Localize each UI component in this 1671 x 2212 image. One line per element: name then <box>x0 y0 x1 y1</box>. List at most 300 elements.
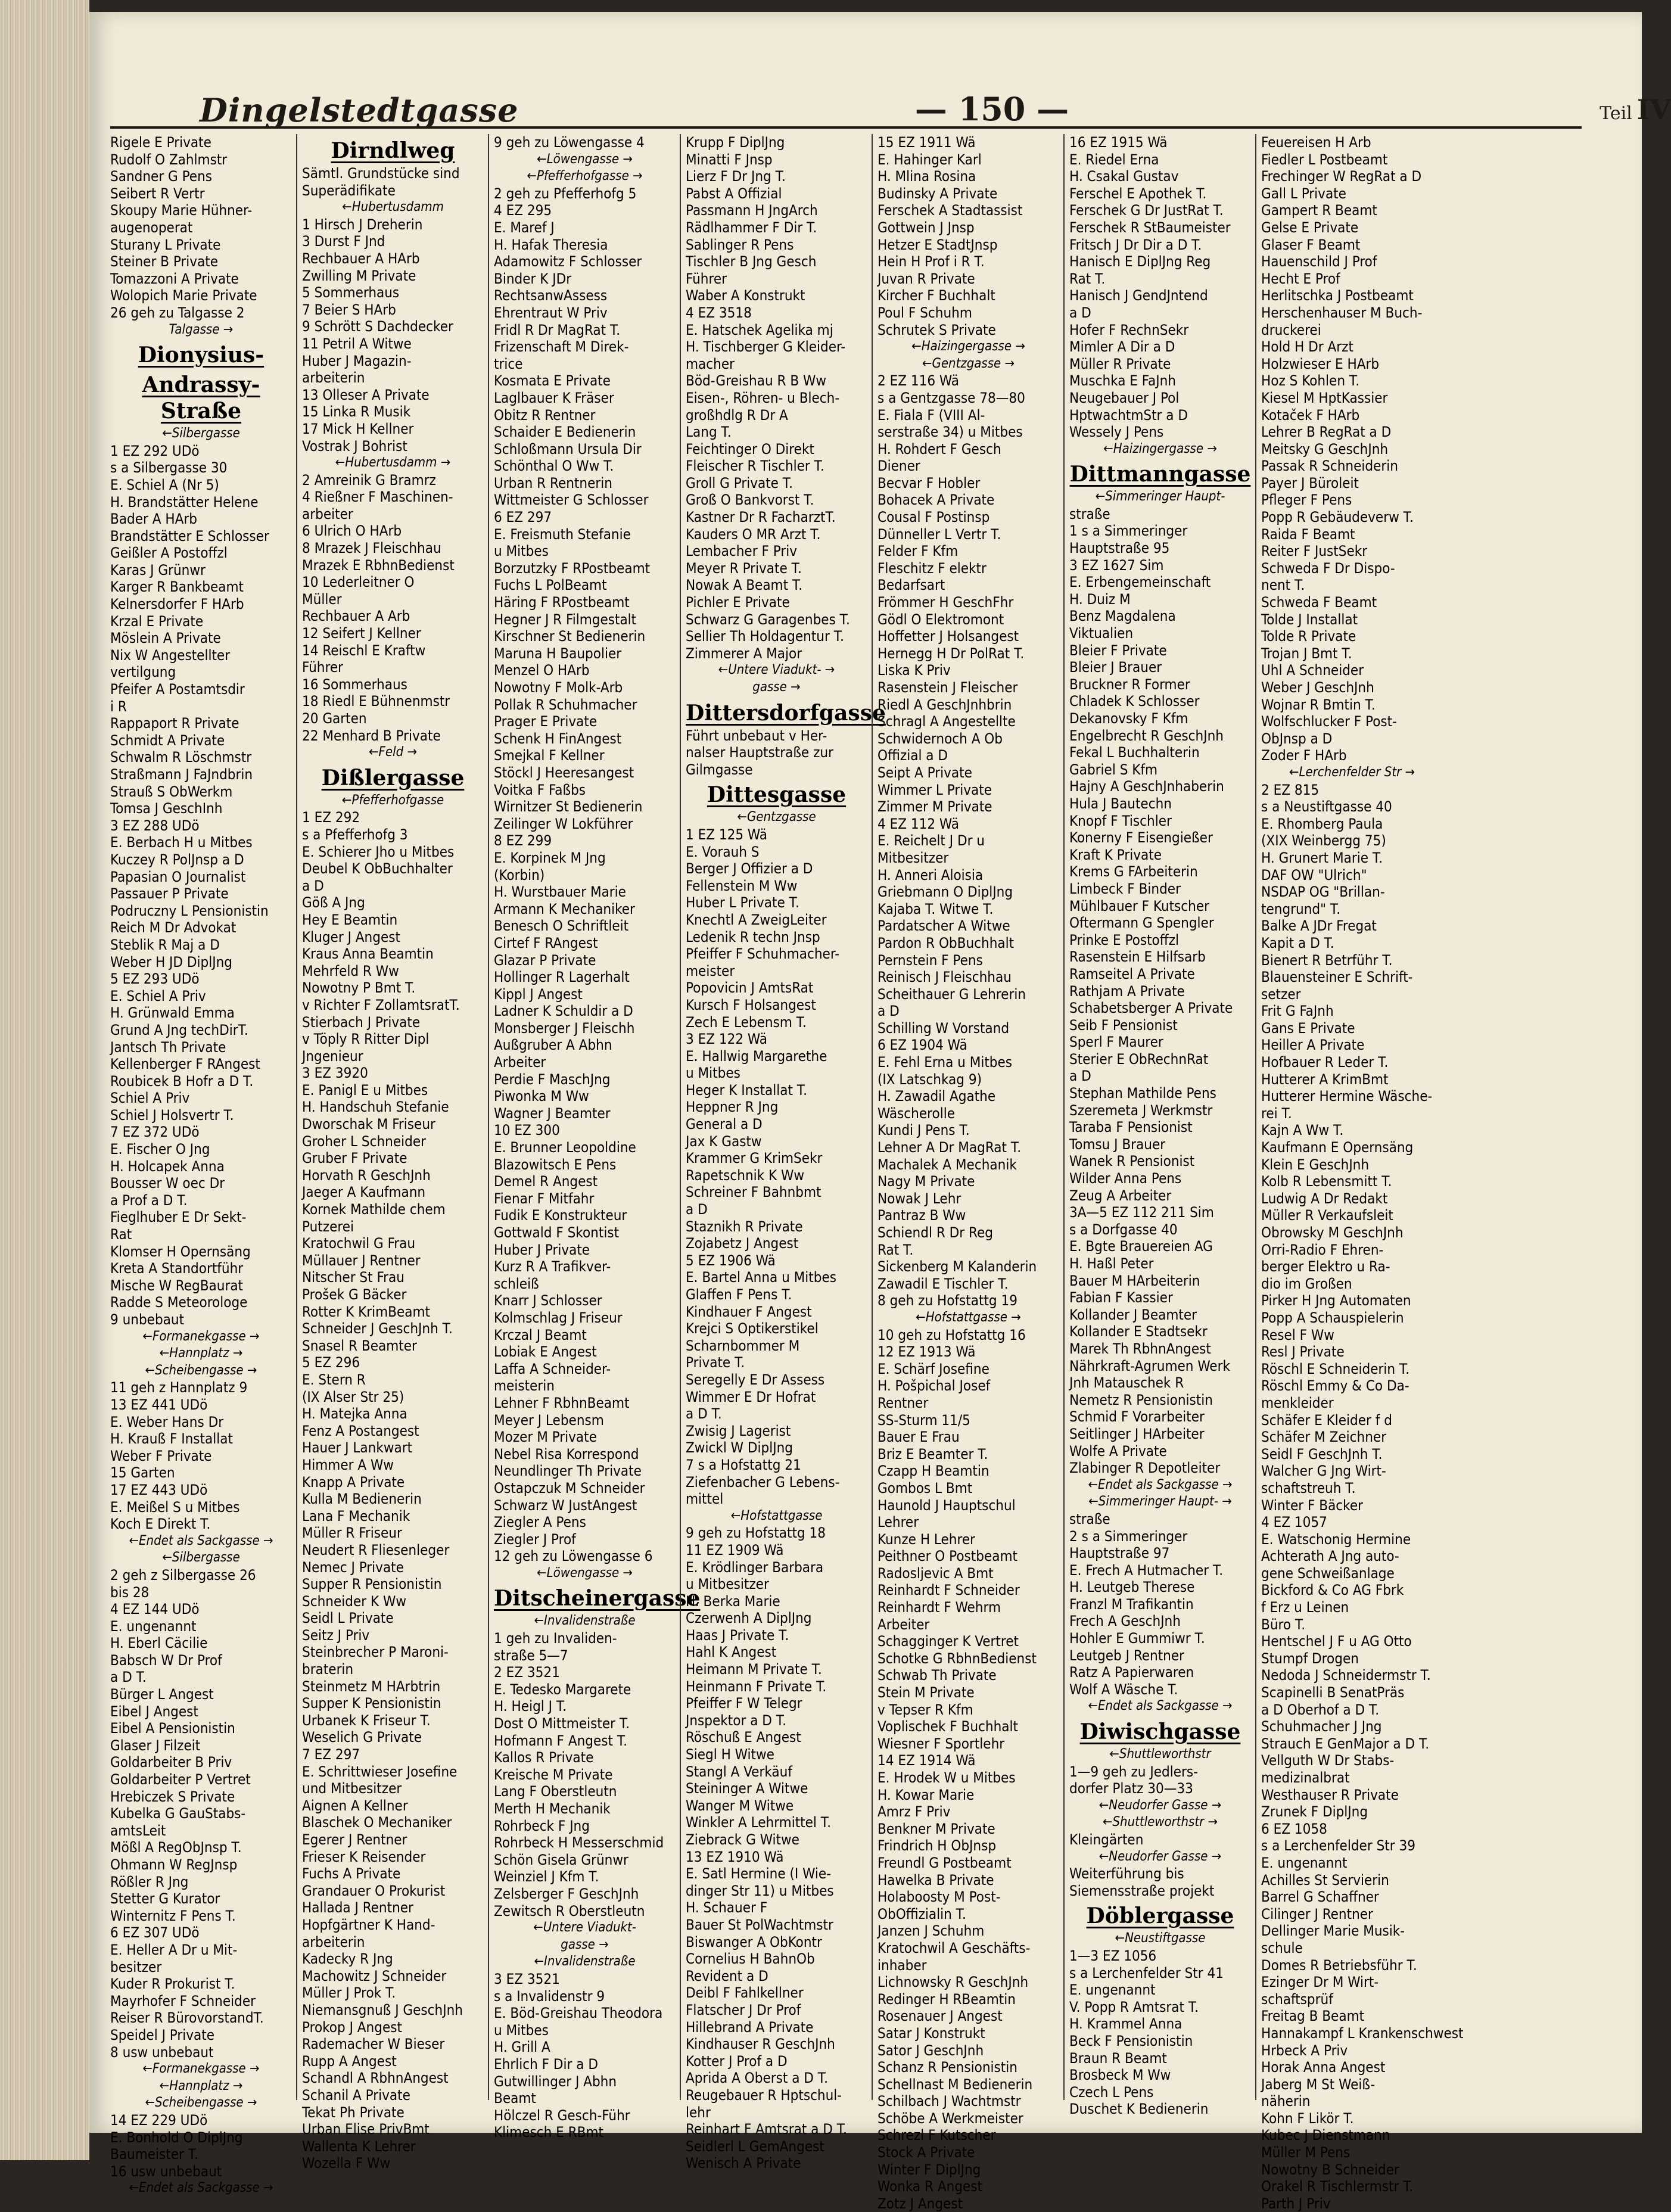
resident-entry: s a Lerchenfelder Str 39 <box>1261 1837 1415 1855</box>
resident-entry: Fleischer R Tischler T. <box>686 458 824 475</box>
resident-entry: Bleier F Private <box>1069 642 1167 659</box>
resident-entry: Hula J Bautechn <box>1069 795 1172 812</box>
resident-entry: Frit G FaJnh <box>1261 1003 1334 1020</box>
resident-entry: Reinhardt F Wehrm <box>877 1599 1001 1616</box>
resident-entry: Pardatscher A Witwe <box>877 917 1010 935</box>
resident-entry: E. Erbengemeinschaft <box>1069 574 1211 591</box>
resident-entry: Feuereisen H Arb <box>1261 134 1371 151</box>
resident-entry: setzer <box>1261 985 1301 1003</box>
resident-entry: H. Kowar Marie <box>877 1786 975 1803</box>
resident-entry: Rasenstein E Hilfsarb <box>1069 948 1206 966</box>
resident-entry: Pfeiffer F W Telegr <box>686 1695 802 1712</box>
resident-entry: Nix W Angestellter <box>110 646 231 664</box>
resident-entry: 4 Rießner F Maschinen- <box>302 489 453 506</box>
resident-entry: Kallos R Private <box>494 1749 594 1766</box>
resident-entry: Franzl M Trafikantin <box>1069 1595 1194 1613</box>
resident-entry: 1 s a Simmeringer <box>1069 522 1188 540</box>
resident-entry: Schwarz G Garagenbes T. <box>686 611 850 628</box>
resident-entry: Scharnbommer M <box>686 1337 800 1354</box>
resident-entry: Baumeister T. <box>110 2146 198 2163</box>
cross-street-marker: gasse → <box>494 1937 676 1954</box>
resident-entry: Führt unbebaut v Her- <box>686 727 827 744</box>
resident-entry: Pfeifer A Postamtsdir <box>110 681 245 698</box>
resident-entry: Voplischek F Buchhalt <box>877 1718 1018 1735</box>
resident-entry: Kuder R Prokurist T. <box>110 1975 235 1993</box>
resident-entry: Schäfer E Kleider f d <box>1261 1411 1392 1429</box>
resident-entry: Reinisch J Fleischhau <box>877 969 1012 986</box>
resident-entry: Offizial a D <box>877 747 948 764</box>
resident-entry: Sator J GeschJnh <box>877 2042 984 2059</box>
resident-entry: Zewitsch R Oberstleutn <box>494 1902 645 1919</box>
resident-entry: Hey E Beamtin <box>302 911 398 928</box>
resident-entry: Müller <box>302 590 342 608</box>
resident-entry: Klein E GeschJnh <box>1261 1156 1370 1173</box>
resident-entry: Scapinelli B SenatPräs <box>1261 1684 1405 1701</box>
resident-entry: Lembacher F Priv <box>686 543 797 560</box>
resident-entry: Sablinger R Pens <box>686 236 794 253</box>
resident-entry: Krems G FArbeiterin <box>1069 863 1198 881</box>
resident-entry: Wolf A Wäsche T. <box>1069 1681 1178 1698</box>
page-number: — 150 — <box>914 90 1069 128</box>
resident-entry: Nitscher St Frau <box>302 1269 404 1286</box>
resident-entry: Groll G Private T. <box>686 474 793 491</box>
resident-entry: Wanger M Witwe <box>686 1797 794 1814</box>
cross-street-marker: ← Scheibengasse → <box>110 2095 292 2112</box>
cross-street-marker: ← Silbergasse <box>110 1550 292 1567</box>
resident-entry: Ferschek G Dr JustRat T. <box>1069 202 1224 219</box>
resident-entry: Schöbe A Werkmeister <box>877 2110 1023 2127</box>
resident-entry: s a Invalidenstr 9 <box>494 1987 605 2005</box>
resident-entry: Ferschek A Stadtassist <box>877 202 1023 219</box>
resident-entry: Schanil A Private <box>302 2086 410 2104</box>
resident-entry: Heimann M Private T. <box>686 1661 822 1678</box>
resident-entry: Ziegler J Prof <box>494 1530 576 1548</box>
resident-entry: Ratz A Papierwaren <box>1069 1664 1194 1681</box>
resident-entry: a D <box>302 877 324 894</box>
resident-entry: Zelsberger F GeschJnh <box>494 1885 639 1902</box>
resident-entry: 13 Olleser A Private <box>302 386 430 403</box>
resident-entry: Strauch E GenMajor a D T. <box>1261 1735 1430 1752</box>
cross-street-marker: ← Hubertusdamm → <box>302 455 484 472</box>
resident-entry: Fabian F Kassier <box>1069 1289 1173 1306</box>
resident-entry: Diener <box>877 458 920 475</box>
resident-entry: 3 EZ 1627 Sim <box>1069 556 1164 574</box>
resident-entry: Lehrer <box>877 1514 919 1531</box>
resident-entry: u Mitbes <box>494 543 549 560</box>
resident-entry: 3 EZ 3521 <box>494 1970 560 1987</box>
resident-entry: Kolmschlag J Friseur <box>494 1309 623 1326</box>
resident-entry: näherin <box>1261 2093 1311 2110</box>
resident-entry: Duschet K Bedienerin <box>1069 2101 1209 2118</box>
resident-entry: Schreiner F Bahnbmt <box>686 1184 822 1201</box>
cross-street-marker: ← Pfefferhofgasse → <box>494 168 676 185</box>
resident-entry: 4 EZ 112 Wä <box>877 815 959 832</box>
resident-entry: Beamt <box>494 2090 536 2107</box>
resident-entry: Eisen-, Röhren- u Blech- <box>686 389 840 406</box>
resident-entry: 16 EZ 1915 Wä <box>1069 134 1168 151</box>
resident-entry: Schwab Th Private <box>877 1667 997 1684</box>
resident-entry: Brandstätter E Schlosser <box>110 527 269 545</box>
resident-entry: V. Popp R Amtsrat T. <box>1069 1998 1199 2015</box>
resident-entry: Blazowitsch E Pens <box>494 1156 617 1173</box>
resident-entry: Fienar F Mitfahr <box>494 1190 595 1207</box>
resident-entry: Biswanger A ObKontr <box>686 1933 822 1950</box>
resident-entry: Kajaba T. Witwe T. <box>877 900 994 917</box>
resident-entry: Kornek Mathilde chem <box>302 1201 446 1218</box>
resident-entry: Schäfer M Zeichner <box>1261 1429 1387 1446</box>
column-7 <box>1261 134 1464 2212</box>
resident-entry: H. Berka Marie <box>686 1592 780 1610</box>
resident-entry: E. Schierer Jho u Mitbes <box>302 843 455 860</box>
resident-entry: E. Schiel A Priv <box>110 987 206 1004</box>
resident-entry: a D Oberhof a D T. <box>1261 1701 1380 1718</box>
resident-entry: Schwidernoch A Ob <box>877 730 1003 747</box>
resident-entry: Fellenstein M Ww <box>686 877 798 894</box>
resident-entry: 14 EZ 229 UDö <box>110 2111 208 2129</box>
resident-entry: Fekal L Buchhalterin <box>1069 744 1200 761</box>
cross-street-marker: ← Hofstattgasse <box>686 1508 867 1525</box>
resident-entry: a Prof a D T. <box>110 1191 188 1209</box>
resident-entry: Supper R Pensionistin <box>302 1576 442 1593</box>
resident-entry: Knechtl A ZweigLeiter <box>686 911 827 928</box>
resident-entry: Kulla M Bedienerin <box>302 1491 422 1508</box>
resident-entry: E. Satl Hermine (I Wie- <box>686 1865 832 1883</box>
resident-entry: Felder F Kfm <box>877 543 959 560</box>
resident-entry: Wittmeister G Schlosser <box>494 491 649 509</box>
resident-entry: Schwarz W JustAngest <box>494 1497 637 1514</box>
resident-entry: Hauptstraße 97 <box>1069 1545 1170 1562</box>
resident-entry: Hannakampf L Krankenschwest <box>1261 2024 1464 2042</box>
resident-entry: Rechbauer A HArb <box>302 250 420 267</box>
resident-entry: Rosenauer J Angest <box>877 2008 1003 2025</box>
resident-entry: braterin <box>302 1661 354 1678</box>
resident-entry: Rigele E Private <box>110 134 211 151</box>
resident-entry: 14 EZ 1914 Wä <box>877 1752 976 1769</box>
part-label-prefix: Teil <box>1600 103 1632 124</box>
resident-entry: Möslein A Private <box>110 630 221 647</box>
resident-entry: Lehner F RbhnBeamt <box>494 1394 630 1411</box>
column-5 <box>877 134 1059 2212</box>
resident-entry: nent T. <box>1261 577 1305 594</box>
resident-entry: Stetter G Kurator <box>110 1890 220 1908</box>
resident-entry: Schabetsberger A Private <box>1069 1000 1233 1017</box>
resident-entry: Scheithauer G Lehrerin <box>877 985 1026 1003</box>
resident-entry: Westhauser R Private <box>1261 1786 1399 1803</box>
resident-entry: Böd-Greishau R B Ww <box>686 372 827 390</box>
resident-entry: E. Hahinger Karl <box>877 151 982 168</box>
resident-entry: Nagy M Private <box>877 1173 975 1190</box>
resident-entry: Adamowitz F Schlosser <box>494 253 642 270</box>
resident-entry: Demel R Angest <box>494 1173 598 1190</box>
resident-entry: H. Csakal Gustav <box>1069 168 1179 185</box>
resident-entry: Viktualien <box>1069 625 1134 642</box>
resident-entry: Kosmata E Private <box>494 372 611 390</box>
cross-street-marker: ← Haizingergasse → <box>877 338 1059 356</box>
cross-street-marker: ← Hannplatz → <box>110 1345 292 1362</box>
resident-entry: Wilder Anna Pens <box>1069 1170 1182 1187</box>
resident-entry: 13 EZ 1910 Wä <box>686 1848 784 1865</box>
resident-entry: Tekat Ph Private <box>302 2104 404 2121</box>
resident-entry: Beck F Pensionistin <box>1069 2032 1193 2049</box>
resident-entry: 6 EZ 1904 Wä <box>877 1037 967 1054</box>
resident-entry: E. Brunner Leopoldine <box>494 1139 636 1156</box>
resident-entry: Neudert R Fliesenleger <box>302 1541 450 1558</box>
resident-entry: macher <box>686 355 735 372</box>
resident-entry: Tolde J Installat <box>1261 611 1358 628</box>
resident-entry: Prager E Private <box>494 713 598 730</box>
resident-entry: Gruber F Private <box>302 1150 407 1167</box>
resident-entry: Pirker H Jng Automaten <box>1261 1292 1411 1309</box>
cross-street-marker: ← Löwengasse → <box>494 1565 676 1582</box>
cross-street-marker: ← Shuttleworthstr <box>1069 1746 1251 1763</box>
resident-entry: Minatti F Jnsp <box>686 151 773 168</box>
resident-entry: 6 EZ 1058 <box>1261 1820 1327 1837</box>
resident-entry: Zimmerer A Major <box>686 645 802 662</box>
resident-entry: E. Reichelt J Dr u <box>877 832 985 850</box>
resident-entry: Tomazzoni A Private <box>110 270 239 287</box>
resident-entry: Staznikh R Private <box>686 1218 803 1235</box>
resident-entry: Schloßmann Ursula Dir <box>494 440 642 458</box>
book-page-edges <box>0 0 89 2160</box>
resident-entry: Seib F Pensionist <box>1069 1016 1178 1034</box>
resident-entry: 9 geh zu Löwengasse 4 <box>494 134 645 151</box>
resident-entry: 8 Mrazek J Fleischhau <box>302 540 441 557</box>
resident-entry: Haas J Private T. <box>686 1626 789 1644</box>
resident-entry: Schandl A RbhnAngest <box>302 2070 449 2087</box>
resident-entry: Pernstein F Pens <box>877 951 983 969</box>
resident-entry: Wonka R Angest <box>877 2178 983 2195</box>
resident-entry: v Töply R Ritter Dipl <box>302 1031 430 1048</box>
resident-entry: Wanek R Pensionist <box>1069 1153 1195 1170</box>
resident-entry: Mimler A Dir a D <box>1069 338 1175 356</box>
resident-entry: Nemetz R Pensionistin <box>1069 1391 1213 1408</box>
resident-entry: Grandauer O Prokurist <box>302 1882 446 1899</box>
resident-entry: Führer <box>686 270 727 287</box>
resident-entry: 11 Petril A Witwe <box>302 335 412 352</box>
resident-entry: Reinhart F Amtsrat a D T. <box>686 2121 847 2138</box>
resident-entry: Obrowsky M GeschJnh <box>1261 1224 1404 1241</box>
resident-entry: Müller R Private <box>1069 355 1171 372</box>
resident-entry: Janzen J Schuhm <box>877 1922 985 1940</box>
resident-entry: s a Silbergasse 30 <box>110 459 228 477</box>
resident-entry: Cousal F Postinsp <box>877 509 990 526</box>
resident-entry: Gödl O Elektromont <box>877 611 1004 628</box>
resident-entry: Hajny A GeschJnhaberin <box>1069 778 1224 795</box>
resident-entry: Wolopich Marie Private <box>110 287 257 304</box>
resident-entry: Zojabetz J Angest <box>686 1235 799 1252</box>
resident-entry: Straßmann J FaJndbrin <box>110 766 253 783</box>
street-heading: Dißlergasse <box>321 765 465 791</box>
resident-entry: Zlabinger R Depotleiter <box>1069 1460 1221 1477</box>
resident-entry: Niemansgnuß J GeschJnh <box>302 2001 463 2018</box>
resident-entry: 20 Garten <box>302 710 367 727</box>
resident-entry: Czech L Pens <box>1069 2083 1154 2101</box>
resident-entry: Budinsky A Private <box>877 185 998 202</box>
cross-street-marker: ← Formanekgasse → <box>110 2061 292 2078</box>
resident-entry: E. Rhomberg Paula <box>1261 815 1383 832</box>
street-heading: Dittmanngasse <box>1069 462 1251 487</box>
resident-entry: 6 EZ 297 <box>494 509 552 526</box>
resident-entry: Schön Gisela Grünwr <box>494 1851 628 1868</box>
resident-entry: schaftsprüf <box>1261 1990 1333 2008</box>
cross-street-marker: ← Formanekgasse → <box>110 1329 292 1346</box>
resident-entry: 5 EZ 1906 Wä <box>686 1252 776 1269</box>
resident-entry: Sterier E ObRechnRat <box>1069 1050 1209 1068</box>
resident-entry: H. Grill A <box>494 2039 550 2056</box>
resident-entry: Reiter F JustSekr <box>1261 543 1368 560</box>
resident-entry: Eibel A Pensionistin <box>110 1720 235 1737</box>
resident-entry: Schilling W Vorstand <box>877 1019 1010 1037</box>
resident-entry: Röschl E Schneiderin T. <box>1261 1360 1410 1377</box>
resident-entry: Rädlhammer F Dir T. <box>686 219 817 236</box>
resident-entry: Glaser F Beamt <box>1261 236 1361 253</box>
resident-entry: Gelse E Private <box>1261 219 1359 236</box>
resident-entry: Dost O Mittmeister T. <box>494 1715 630 1732</box>
cross-street-marker: ← Endet als Sackgasse → <box>110 2180 292 2197</box>
resident-entry: Cilinger J Rentner <box>1261 1905 1373 1922</box>
resident-entry: Riedl A GeschJnhbrin <box>877 696 1012 713</box>
resident-entry: bis 28 <box>110 1583 150 1601</box>
resident-entry: 13 EZ 441 UDö <box>110 1396 208 1413</box>
resident-entry: Glaffen F Pens T. <box>686 1286 792 1303</box>
resident-entry: ObOffizialin T. <box>877 1905 966 1922</box>
resident-entry: Cirtef F RAngest <box>494 934 598 951</box>
resident-entry: Kreta A Standortführ <box>110 1260 244 1277</box>
part-label <box>1600 94 1671 126</box>
resident-entry: Zotz J Angest <box>877 2195 963 2212</box>
column-divider <box>872 134 873 2100</box>
resident-entry: Kirschner St Bedienerin <box>494 628 646 645</box>
resident-entry: Ezinger Dr M Wirt- <box>1261 1974 1379 1991</box>
resident-entry: Feichtinger O Direkt <box>686 440 814 458</box>
column-divider <box>1255 134 1256 2100</box>
resident-entry: E. Fiala F (VIII Al- <box>877 406 985 424</box>
resident-entry: Lehner A Dr MagRat T. <box>877 1139 1022 1156</box>
resident-entry: E. Krödlinger Barbara <box>686 1558 824 1576</box>
resident-entry: Kratochwil G Frau <box>302 1235 416 1252</box>
resident-entry: H. Grunert Marie T. <box>1261 849 1383 866</box>
resident-entry: Heinmann F Private T. <box>686 1678 827 1695</box>
resident-entry: Nedoda J Schneidermstr T. <box>1261 1667 1431 1684</box>
resident-entry: augenoperat <box>110 219 193 236</box>
resident-entry: Röschl Emmy & Co Da- <box>1261 1377 1409 1395</box>
resident-entry: Zech E Lebensm T. <box>686 1013 807 1031</box>
resident-entry: Mayrhofer F Schneider <box>110 1992 256 2009</box>
cross-street-marker: ← Scheibengasse → <box>110 1362 292 1380</box>
resident-entry: Hegner J R Filmgestalt <box>494 611 637 628</box>
resident-entry: E. Fehl Erna u Mitbes <box>877 1054 1013 1071</box>
resident-entry: 2 geh zu Pfefferhofg 5 <box>494 185 637 202</box>
resident-entry: Kellenberger F RAngest <box>110 1056 260 1073</box>
resident-entry: 17 Mick H Kellner <box>302 420 414 437</box>
resident-entry: Wojnar R Bmtin T. <box>1261 696 1376 713</box>
resident-entry: Ferschel E Apothek T. <box>1069 185 1207 202</box>
resident-entry: 5 EZ 293 UDö <box>110 970 200 988</box>
resident-entry: E. Hallwig Margarethe <box>686 1047 827 1065</box>
resident-entry: Podruczny L Pensionistin <box>110 902 269 919</box>
column-2 <box>302 134 484 2172</box>
resident-entry: Weber F Private <box>110 1447 212 1464</box>
running-head: Dingelstedtgasse <box>200 91 519 129</box>
resident-entry: 22 Menhard B Private <box>302 727 441 744</box>
resident-entry: E. Böd-Greishau Theodora <box>494 2005 663 2022</box>
resident-entry: schule <box>1261 1939 1303 1956</box>
resident-entry: Ledenik R techn Jnsp <box>686 928 820 945</box>
resident-entry: Nowotny F Molk-Arb <box>494 679 623 696</box>
resident-entry: Kubelka G GauStabs- <box>110 1805 246 1822</box>
resident-entry: Zwilling M Private <box>302 267 416 284</box>
resident-entry: 15 EZ 1911 Wä <box>877 134 976 151</box>
resident-entry: Stierbach J Private <box>302 1013 421 1031</box>
resident-entry: Trojan J Bmt T. <box>1261 645 1352 662</box>
resident-entry: RechtsanwAssess <box>494 287 608 304</box>
resident-entry: Kindhauer F Angest <box>686 1303 812 1320</box>
resident-entry: Bauer E Frau <box>877 1429 960 1446</box>
resident-entry: Hein H Prof i R T. <box>877 253 985 270</box>
cross-street-marker: ← Neustiftgasse <box>1069 1930 1251 1947</box>
resident-entry: Kuczey R PolJnsp a D <box>110 851 244 868</box>
resident-entry: Seregelly E Dr Assess <box>686 1371 825 1388</box>
resident-entry: s a Dorfgasse 40 <box>1069 1221 1178 1238</box>
resident-entry: Payer J Büroleit <box>1261 474 1359 491</box>
resident-entry: Schweda F Dr Dispo- <box>1261 559 1395 577</box>
resident-entry: H. Krauß F Installat <box>110 1430 233 1448</box>
resident-entry: Passauer P Private <box>110 885 229 903</box>
resident-entry: Tomsa J GeschInh <box>110 800 223 817</box>
resident-entry: Vostrak J Bohrist <box>302 437 407 455</box>
resident-entry: Horvath R GeschJnh <box>302 1166 431 1184</box>
resident-entry: E. Hatschek Agelika mj <box>686 321 833 338</box>
resident-entry: Seipt A Private <box>877 764 972 781</box>
resident-entry: u Mitbes <box>494 2021 549 2039</box>
resident-entry: Papasian O Journalist <box>110 868 246 885</box>
resident-entry: a D T. <box>110 1669 147 1686</box>
resident-entry: Hanisch J GendJntend <box>1069 287 1208 304</box>
resident-entry: Fuchs L PolBeamt <box>494 577 607 594</box>
resident-entry: Wirnitzer St Bedienerin <box>494 798 643 816</box>
resident-entry: Rentner <box>877 1394 929 1411</box>
resident-entry: Steinmetz M HArbtrin <box>302 1678 441 1695</box>
resident-entry: 8 EZ 299 <box>494 832 552 850</box>
resident-entry: Schiel J Holsvertr T. <box>110 1106 234 1124</box>
resident-entry: Schrezl F Kutscher <box>877 2127 996 2144</box>
resident-entry: meisterin <box>494 1377 555 1395</box>
resident-entry: 26 geh zu Talgasse 2 <box>110 304 245 321</box>
resident-entry: Fuchs A Private <box>302 1865 401 1883</box>
resident-entry: Popovicin J AmtsRat <box>686 979 814 997</box>
resident-entry: 1 EZ 292 UDö <box>110 442 200 459</box>
resident-entry: Wäscherolle <box>877 1105 955 1122</box>
resident-entry: Neundlinger Th Private <box>494 1463 642 1480</box>
resident-entry: Revident a D <box>686 1967 768 1984</box>
resident-entry: Dekanovsky F Kfm <box>1069 710 1188 727</box>
resident-entry: Gampert R Beamt <box>1261 202 1377 219</box>
resident-entry: E. Korpinek M Jng <box>494 849 606 866</box>
resident-entry: H. Tischberger G Kleider- <box>686 338 846 356</box>
resident-entry: 4 EZ 3518 <box>686 304 752 321</box>
resident-entry: E. Fischer O Jng <box>110 1141 210 1158</box>
resident-entry: E. Tedesko Margarete <box>494 1681 631 1698</box>
resident-entry: Urban R Rentnerin <box>494 474 612 491</box>
resident-entry: 11 geh z Hannplatz 9 <box>110 1379 248 1396</box>
cross-street-marker: ← Neudorfer Gasse → <box>1069 1849 1251 1866</box>
resident-entry: meister <box>686 962 735 979</box>
resident-entry: Kippl J Angest <box>494 985 583 1003</box>
resident-entry: H. Grünwald Emma <box>110 1004 235 1022</box>
resident-entry: Mische W RegBaurat <box>110 1277 244 1294</box>
cross-street-marker: ← Pfefferhofgasse <box>302 792 484 810</box>
resident-entry: 6 Ulrich O HArb <box>302 522 402 540</box>
